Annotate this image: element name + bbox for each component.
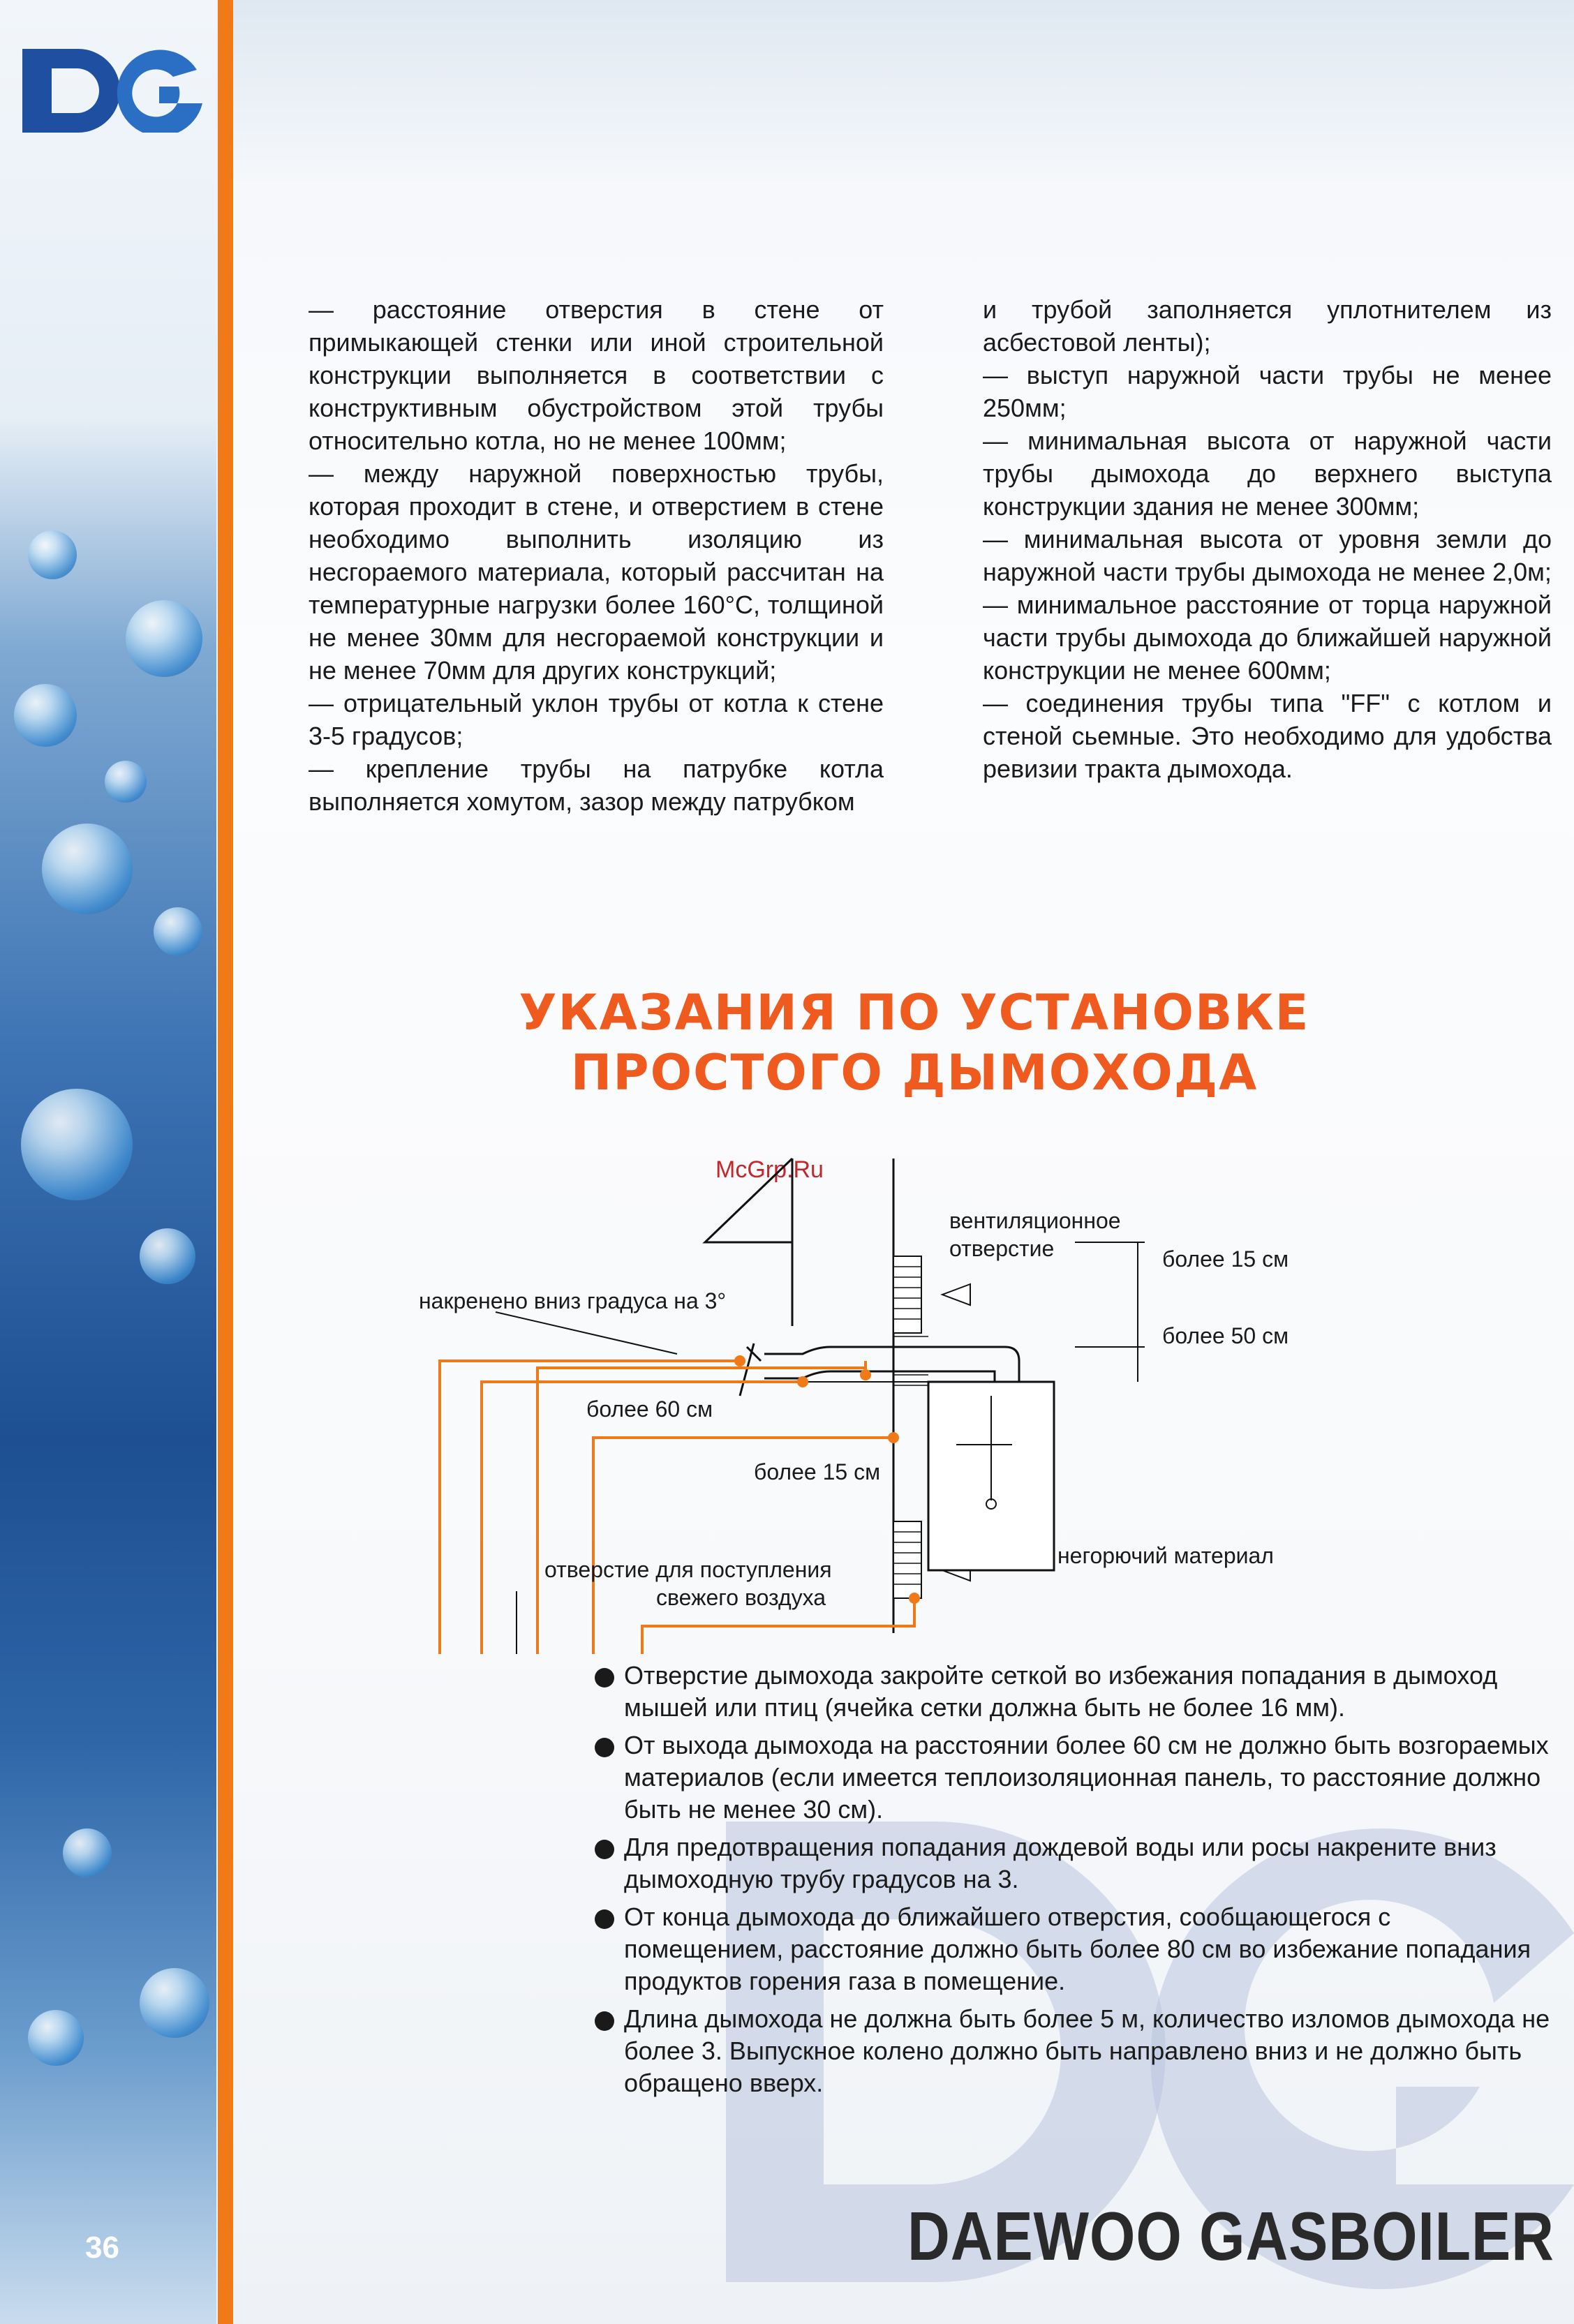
- note-text: Длина дымохода не должна быть более 5 м, количество изломов дымохода не более 3. Выпускное колено должно быть направлено вниз и не должно быть обращено вверх.: [624, 2004, 1550, 2097]
- paragraph: — минимальная высота от наружной части трубы дымохода до верхнего выступа конструкции здания не менее 300мм;: [983, 426, 1552, 521]
- bullet-icon: [595, 2011, 614, 2031]
- bullet-icon: [595, 1668, 614, 1688]
- label-more-15-top: более 15 см: [1162, 1246, 1289, 1272]
- note-text: От конца дымохода до ближайшего отверстия, сообщающегося с помещением, расстояние должно быть более 80 см во избежание попадания продуктов горения газа в помещение.: [624, 1902, 1531, 1995]
- left-decorative-strip: [0, 0, 216, 2324]
- paragraph: — расстояние отверстия в стене от примыкающей стенки или иной строительной конструкции выполняется в соответствии с конструктивным обустройством этой трубы относительно котла, но не менее 100мм;: [309, 295, 884, 455]
- note-text: Отверстие дымохода закройте сеткой во избежания попадания в дымоход мышей или птиц (ячейка сетки должна быть не более 16 мм).: [624, 1661, 1498, 1722]
- water-drop: [105, 761, 147, 803]
- bullet-icon: [595, 1738, 614, 1757]
- water-drop: [21, 1089, 133, 1200]
- label-fresh-air-2: свежего воздуха: [656, 1585, 826, 1610]
- water-drop: [14, 684, 77, 747]
- heading-line: ПРОСТОГО ДЫМОХОДА: [570, 1044, 1259, 1101]
- orange-divider: [218, 0, 233, 2324]
- vent-hole: [893, 1256, 921, 1333]
- water-drop: [154, 907, 202, 956]
- paragraph: — минимальное расстояние от торца наружной части трубы дымохода до ближайшей наружной конструкции не менее 600мм;: [983, 590, 1552, 685]
- label-more-50: более 50 см: [1162, 1323, 1289, 1348]
- label-vent-2: отверстие: [949, 1236, 1055, 1261]
- label-tilt: накренено вниз градуса на 3°: [419, 1288, 727, 1313]
- pipe-end-cap: [740, 1343, 761, 1396]
- paragraph: — крепление трубы на патрубке котла выполняется хомутом, зазор между патрубком: [309, 754, 884, 816]
- list-item: [593, 2003, 1557, 2099]
- label-noncombustible: негорючий материал: [1057, 1543, 1274, 1568]
- label-more-15-bottom: более 15 см: [754, 1459, 881, 1484]
- paragraph: — между наружной поверхностью трубы, которая проходит в стене, и отверстием в стене необходимо выполнить изоляцию из несгораемого материала, который рассчитан на температурные нагрузки более 160°С, толщиной не менее 30мм для несгораемой конструкции и не менее 70мм для других конструкций;: [309, 459, 884, 685]
- water-drop: [140, 1228, 195, 1284]
- dg-logo: [22, 49, 211, 133]
- list-item: [593, 1901, 1557, 1997]
- chimney-diagram: [412, 1145, 1557, 1654]
- section-heading: [419, 983, 1410, 1103]
- paragraph: — соединения трубы типа "FF" с котлом и стеной сьемные. Это необходимо для удобства ревизии тракта дымохода.: [983, 689, 1552, 783]
- label-fresh-air: отверстие для поступления: [544, 1557, 832, 1582]
- note-text: От выхода дымохода на расстоянии более 60 см не должно быть возгораемых материалов (если имеется теплоизоляционная панель, то расстояние должно быть не менее 30 см).: [624, 1731, 1549, 1824]
- watermark-text: McGrp.Ru: [715, 1156, 824, 1183]
- water-drop: [140, 1968, 209, 2038]
- list-item: [593, 1660, 1557, 1724]
- label-vent: вентиляционное: [949, 1208, 1121, 1233]
- note-text: Для предотвращения попадания дождевой воды или росы накрените вниз дымоходную трубу градусов на 3.: [624, 1833, 1497, 1893]
- water-drop: [63, 1828, 112, 1877]
- list-item: [593, 1831, 1557, 1895]
- water-drop: [28, 2010, 84, 2066]
- fresh-air-hole: [893, 1521, 921, 1598]
- water-drop: [28, 530, 77, 579]
- paragraph: и трубой заполняется уплотнителем из асбестовой ленты);: [983, 295, 1552, 357]
- list-item: [593, 1729, 1557, 1826]
- page-number: 36: [85, 2230, 119, 2265]
- paragraph: — минимальная высота от уровня земли до наружной части трубы дымохода не менее 2,0м;: [983, 525, 1552, 586]
- bullet-icon: [595, 1909, 614, 1929]
- water-drop: [126, 600, 202, 677]
- text-column-left: [309, 293, 884, 818]
- paragraph: — выступ наружной части трубы не менее 250мм;: [983, 361, 1552, 422]
- paragraph: — отрицательный уклон трубы от котла к стене 3-5 градусов;: [309, 689, 884, 750]
- brand-name: DAEWOO GASBOILER: [907, 2198, 1554, 2274]
- heading-line: УКАЗАНИЯ ПО УСТАНОВКЕ: [519, 984, 1310, 1041]
- bullet-icon: [595, 1840, 614, 1859]
- text-column-right: [983, 293, 1552, 785]
- label-more-60: более 60 см: [586, 1396, 713, 1422]
- water-drop: [42, 824, 133, 914]
- notes-list: [593, 1660, 1557, 2105]
